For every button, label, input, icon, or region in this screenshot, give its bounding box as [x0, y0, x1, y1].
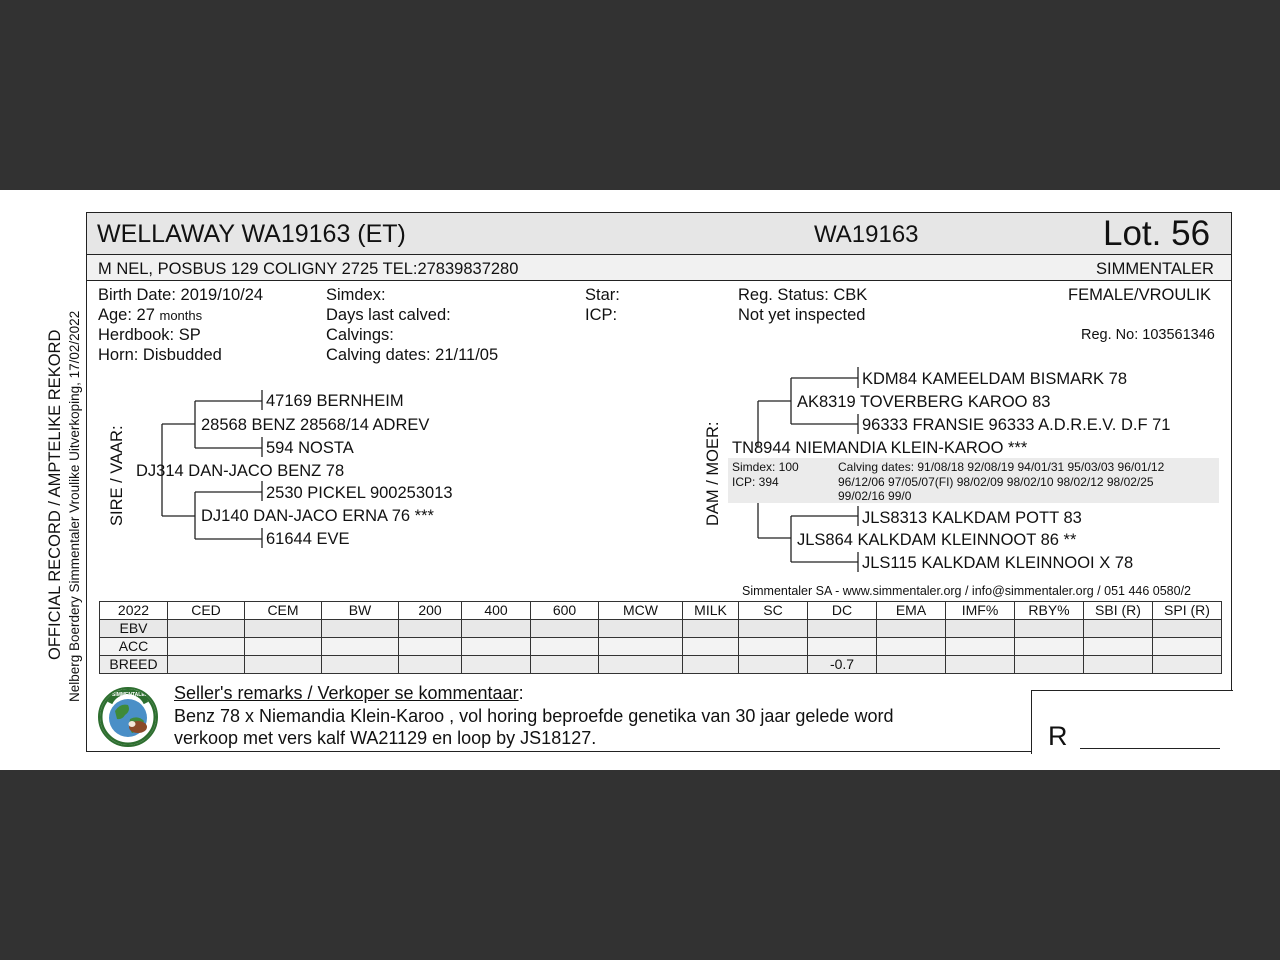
ebv-cell [322, 620, 399, 638]
simmentaler-logo [98, 687, 158, 747]
dam-icp: ICP: 394 [732, 475, 779, 489]
breeder-sale-label: Nelberg Boerdery Simmentaler Vroulike Uitverkoping, 17/02/2022 [67, 310, 82, 702]
sire-sire-dam: 594 NOSTA [266, 439, 354, 457]
herdbook: Herdbook: SP [98, 326, 201, 344]
ebv-cell [531, 620, 599, 638]
dam-simdex: Simdex: 100 [732, 460, 799, 474]
ebv-cell [462, 656, 531, 674]
ebv-header-cell: MILK [683, 602, 739, 620]
ebv-header-cell: RBY% [1015, 602, 1084, 620]
ebv-cell [877, 656, 946, 674]
ebv-cell [1084, 620, 1153, 638]
ebv-cell [322, 638, 399, 656]
remarks-colon: : [518, 683, 524, 703]
icp: ICP: [585, 306, 618, 324]
ebv-cell [1015, 620, 1084, 638]
dam-sire-sire: KDM84 KAMEELDAM BISMARK 78 [862, 370, 1127, 388]
dam-dam-sire: JLS8313 KALKDAM POTT 83 [862, 509, 1082, 527]
owner-info: M NEL, POSBUS 129 COLIGNY 2725 TEL:27839837280 [98, 260, 519, 278]
dam: TN8944 NIEMANDIA KLEIN-KAROO *** [732, 439, 1028, 457]
price-input-line[interactable] [1080, 748, 1220, 749]
ebv-header-cell: EMA [877, 602, 946, 620]
ebv-cell [399, 656, 462, 674]
sex: FEMALE/VROULIK [1068, 286, 1212, 304]
ebv-cell [739, 656, 808, 674]
ebv-cell [245, 656, 322, 674]
ebv-header-cell: DC [808, 602, 877, 620]
ebv-header-cell: 200 [399, 602, 462, 620]
ebv-cell [1153, 638, 1222, 656]
ebv-cell [1084, 656, 1153, 674]
ebv-header-cell: SPI (R) [1153, 602, 1222, 620]
ebv-cell [599, 620, 683, 638]
ebv-row [100, 656, 1222, 674]
sire-label: SIRE / VAAR: [108, 425, 126, 526]
ebv-cell [683, 656, 739, 674]
price-currency: R [1048, 721, 1068, 751]
ebv-header-row [100, 602, 1222, 620]
sire-dam: DJ140 DAN-JACO ERNA 76 *** [201, 507, 434, 525]
sire-dam-sire: 2530 PICKEL 900253013 [266, 484, 453, 502]
inspection-status: Not yet inspected [738, 306, 866, 324]
horn-status: Horn: Disbudded [98, 346, 222, 364]
ebv-cell [168, 638, 245, 656]
ebv-cell [946, 620, 1015, 638]
ebv-row [100, 620, 1222, 638]
lot-number: Lot. 56 [1103, 214, 1211, 253]
ebv-header-cell: BW [322, 602, 399, 620]
ebv-cell [808, 620, 877, 638]
ebv-cell [245, 638, 322, 656]
ebv-cell [1153, 620, 1222, 638]
ebv-header-cell: CEM [245, 602, 322, 620]
dam-label: DAM / MOER: [704, 421, 722, 526]
ebv-cell [322, 656, 399, 674]
ebv-cell [399, 638, 462, 656]
catalogue-sheet [0, 190, 1280, 770]
simdex: Simdex: [326, 286, 386, 304]
ebv-header-cell: 400 [462, 602, 531, 620]
ebv-cell [683, 638, 739, 656]
ebv-cell: BREED [100, 656, 168, 674]
remarks-heading: Seller's remarks / Verkoper se kommentaar [174, 683, 519, 703]
ebv-row [100, 638, 1222, 656]
ebv-cell [946, 638, 1015, 656]
star: Star: [585, 286, 620, 304]
ebv-cell [531, 656, 599, 674]
sire-dam-dam: 61644 EVE [266, 530, 350, 548]
ebv-cell [1153, 656, 1222, 674]
ebv-cell [168, 656, 245, 674]
days-last-calved: Days last calved: [326, 306, 451, 324]
sire: DJ314 DAN-JACO BENZ 78 [136, 462, 345, 480]
ebv-cell [245, 620, 322, 638]
dam-calving-line3: 99/02/16 99/0 [838, 489, 912, 503]
dam-dam-dam: JLS115 KALKDAM KLEINNOOI X 78 [862, 554, 1134, 572]
ebv-cell: -0.7 [808, 656, 877, 674]
ebv-cell [877, 620, 946, 638]
animal-id: WA19163 [814, 221, 919, 248]
age-value: Age: 27 [98, 306, 155, 324]
ebv-header-cell: 600 [531, 602, 599, 620]
dam-dam: JLS864 KALKDAM KLEINNOOT 86 ** [797, 531, 1077, 549]
ebv-cell [808, 638, 877, 656]
logo-text: SIMMENTALER [112, 692, 149, 698]
ebv-cell: ACC [100, 638, 168, 656]
birth-date: Birth Date: 2019/10/24 [98, 286, 264, 304]
ebv-header-cell: 2022 [100, 602, 168, 620]
ebv-cell [531, 638, 599, 656]
ebv-cell [1084, 638, 1153, 656]
sire-sire-sire: 47169 BERNHEIM [266, 392, 404, 410]
age-unit: months [159, 308, 203, 323]
ebv-cell: EBV [100, 620, 168, 638]
ebv-table [99, 601, 1222, 674]
ebv-header-cell: SBI (R) [1084, 602, 1153, 620]
dam-sire-dam: 96333 FRANSIE 96333 A.D.R.E.V. D.F 71 [862, 416, 1171, 434]
breed-name: SIMMENTALER [1096, 260, 1214, 278]
remarks-heading-row [174, 683, 524, 704]
ebv-cell [599, 656, 683, 674]
ebv-cell [1015, 638, 1084, 656]
official-record-label: OFFICIAL RECORD / AMPTELIKE REKORD [46, 329, 64, 660]
remarks-line2: verkoop met vers kalf WA21129 en loop by JS18127. [174, 728, 597, 748]
ebv-header-cell: MCW [599, 602, 683, 620]
ebv-header-cell: IMF% [946, 602, 1015, 620]
ebv-header-cell: CED [168, 602, 245, 620]
calving-dates: Calving dates: 21/11/05 [326, 346, 499, 364]
ebv-cell [946, 656, 1015, 674]
ebv-cell [168, 620, 245, 638]
animal-name: WELLAWAY WA19163 (ET) [97, 220, 406, 248]
ebv-cell [877, 638, 946, 656]
reg-status: Reg. Status: CBK [738, 286, 868, 304]
sire-sire: 28568 BENZ 28568/14 ADREV [201, 416, 430, 434]
ebv-cell [739, 638, 808, 656]
calvings: Calvings: [326, 326, 394, 344]
association-contact: Simmentaler SA - www.simmentaler.org / info@simmentaler.org / 051 446 0580/2 [742, 584, 1192, 598]
reg-number: Reg. No: 103561346 [1081, 327, 1215, 343]
ebv-cell [739, 620, 808, 638]
ebv-cell [683, 620, 739, 638]
dam-sire: AK8319 TOVERBERG KAROO 83 [797, 393, 1051, 411]
ebv-cell [462, 620, 531, 638]
ebv-cell [399, 620, 462, 638]
dam-calving-line1: Calving dates: 91/08/18 92/08/19 94/01/31 95/03/03 96/01/12 [838, 460, 1165, 474]
ebv-cell [599, 638, 683, 656]
dam-calving-line2: 96/12/06 97/05/07(FI) 98/02/09 98/02/10 98/02/12 98/02/25 [838, 475, 1154, 489]
ebv-header-cell: SC [739, 602, 808, 620]
remarks-line1: Benz 78 x Niemandia Klein-Karoo , vol horing beproefde genetika van 30 jaar gelede word [174, 706, 894, 726]
ebv-cell [462, 638, 531, 656]
ebv-cell [1015, 656, 1084, 674]
